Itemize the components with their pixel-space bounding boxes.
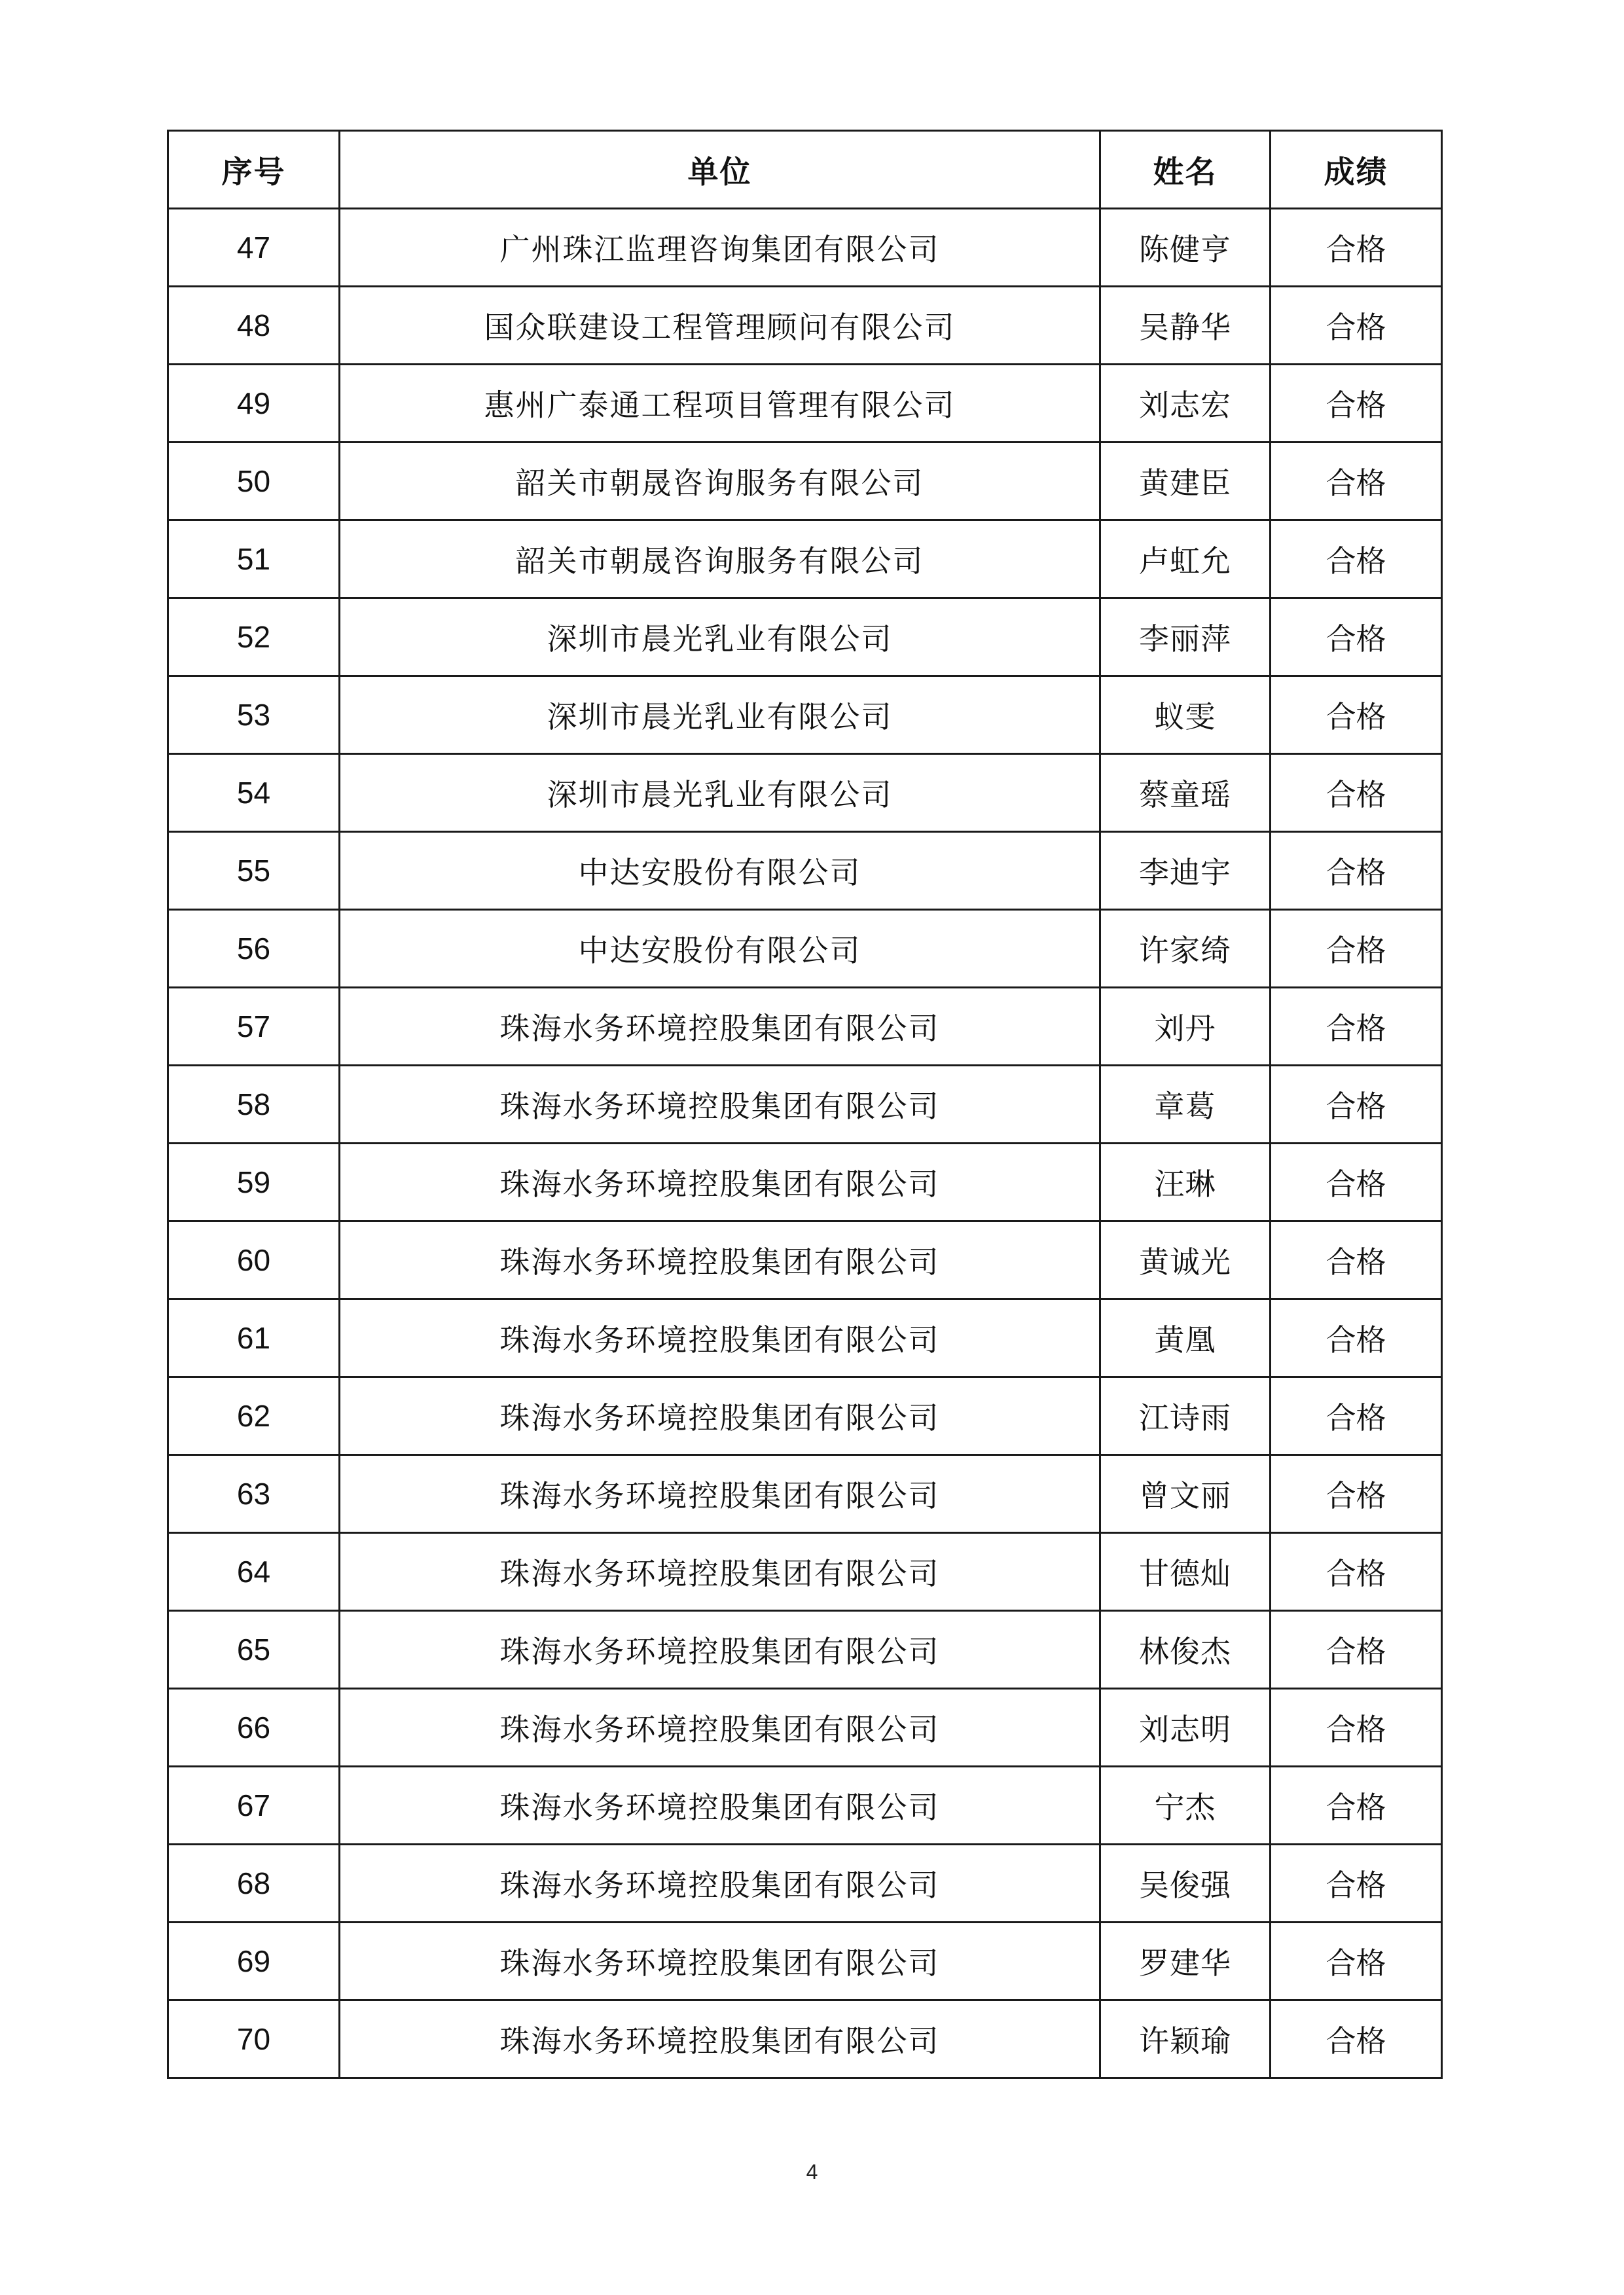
header-name: 姓名 <box>1100 131 1271 209</box>
row-grade-cell: 合格 <box>1271 1689 1442 1767</box>
row-name-cell: 吴静华 <box>1100 287 1271 365</box>
row-unit-cell: 珠海水务环境控股集团有限公司 <box>340 1767 1100 1845</box>
table-row <box>168 1221 1442 1299</box>
header-number: 序号 <box>168 131 340 209</box>
row-number-cell: 61 <box>168 1299 340 1377</box>
table-row <box>168 598 1442 676</box>
row-unit-cell: 深圳市晨光乳业有限公司 <box>340 754 1100 832</box>
row-unit-cell: 惠州广泰通工程项目管理有限公司 <box>340 365 1100 443</box>
row-name-cell: 曾文丽 <box>1100 1455 1271 1533</box>
row-grade-cell: 合格 <box>1271 520 1442 598</box>
table-row <box>168 1689 1442 1767</box>
table-row <box>168 365 1442 443</box>
row-number-cell: 54 <box>168 754 340 832</box>
row-unit-cell: 国众联建设工程管理顾问有限公司 <box>340 287 1100 365</box>
row-name-cell: 江诗雨 <box>1100 1377 1271 1455</box>
table-row <box>168 2000 1442 2078</box>
row-name-cell: 李迪宇 <box>1100 832 1271 910</box>
row-unit-cell: 珠海水务环境控股集团有限公司 <box>340 1066 1100 1144</box>
table-row <box>168 1767 1442 1845</box>
row-number-cell: 55 <box>168 832 340 910</box>
table-row <box>168 1066 1442 1144</box>
row-grade-cell: 合格 <box>1271 1767 1442 1845</box>
row-grade-cell: 合格 <box>1271 1611 1442 1689</box>
table-row <box>168 287 1442 365</box>
results-table <box>167 130 1443 2079</box>
table-row <box>168 209 1442 287</box>
row-grade-cell: 合格 <box>1271 1144 1442 1221</box>
row-grade-cell: 合格 <box>1271 1066 1442 1144</box>
table-row <box>168 1144 1442 1221</box>
row-name-cell: 卢虹允 <box>1100 520 1271 598</box>
row-grade-cell: 合格 <box>1271 832 1442 910</box>
row-grade-cell: 合格 <box>1271 1845 1442 1923</box>
row-unit-cell: 深圳市晨光乳业有限公司 <box>340 676 1100 754</box>
row-unit-cell: 广州珠江监理咨询集团有限公司 <box>340 209 1100 287</box>
row-unit-cell: 珠海水务环境控股集团有限公司 <box>340 1689 1100 1767</box>
row-grade-cell: 合格 <box>1271 1923 1442 2000</box>
table-row <box>168 1845 1442 1923</box>
row-grade-cell: 合格 <box>1271 676 1442 754</box>
table-row <box>168 443 1442 520</box>
header-unit: 单位 <box>340 131 1100 209</box>
row-grade-cell: 合格 <box>1271 598 1442 676</box>
row-unit-cell: 珠海水务环境控股集团有限公司 <box>340 1611 1100 1689</box>
header-grade: 成绩 <box>1271 131 1442 209</box>
row-unit-cell: 珠海水务环境控股集团有限公司 <box>340 1144 1100 1221</box>
table-row <box>168 754 1442 832</box>
row-number-cell: 51 <box>168 520 340 598</box>
row-number-cell: 70 <box>168 2000 340 2078</box>
row-number-cell: 57 <box>168 988 340 1066</box>
row-number-cell: 67 <box>168 1767 340 1845</box>
row-unit-cell: 珠海水务环境控股集团有限公司 <box>340 2000 1100 2078</box>
row-name-cell: 章葛 <box>1100 1066 1271 1144</box>
row-unit-cell: 珠海水务环境控股集团有限公司 <box>340 988 1100 1066</box>
row-grade-cell: 合格 <box>1271 754 1442 832</box>
row-grade-cell: 合格 <box>1271 287 1442 365</box>
table-row <box>168 1377 1442 1455</box>
table-header <box>168 131 1442 209</box>
row-grade-cell: 合格 <box>1271 910 1442 988</box>
row-grade-cell: 合格 <box>1271 1533 1442 1611</box>
row-grade-cell: 合格 <box>1271 1299 1442 1377</box>
row-unit-cell: 珠海水务环境控股集团有限公司 <box>340 1299 1100 1377</box>
row-name-cell: 黄诚光 <box>1100 1221 1271 1299</box>
table-row <box>168 832 1442 910</box>
row-unit-cell: 韶关市朝晟咨询服务有限公司 <box>340 443 1100 520</box>
table-row <box>168 1299 1442 1377</box>
row-name-cell: 黄建臣 <box>1100 443 1271 520</box>
row-number-cell: 64 <box>168 1533 340 1611</box>
row-name-cell: 刘丹 <box>1100 988 1271 1066</box>
row-name-cell: 许家绮 <box>1100 910 1271 988</box>
row-name-cell: 陈健亨 <box>1100 209 1271 287</box>
row-number-cell: 52 <box>168 598 340 676</box>
table-row <box>168 1455 1442 1533</box>
row-unit-cell: 珠海水务环境控股集团有限公司 <box>340 1533 1100 1611</box>
row-number-cell: 58 <box>168 1066 340 1144</box>
row-name-cell: 李丽萍 <box>1100 598 1271 676</box>
row-grade-cell: 合格 <box>1271 365 1442 443</box>
row-grade-cell: 合格 <box>1271 1221 1442 1299</box>
row-unit-cell: 珠海水务环境控股集团有限公司 <box>340 1377 1100 1455</box>
row-number-cell: 47 <box>168 209 340 287</box>
row-name-cell: 蚁雯 <box>1100 676 1271 754</box>
row-number-cell: 62 <box>168 1377 340 1455</box>
row-name-cell: 罗建华 <box>1100 1923 1271 2000</box>
row-unit-cell: 珠海水务环境控股集团有限公司 <box>340 1923 1100 2000</box>
table-row <box>168 676 1442 754</box>
row-number-cell: 56 <box>168 910 340 988</box>
row-name-cell: 黄凰 <box>1100 1299 1271 1377</box>
table-row <box>168 910 1442 988</box>
row-number-cell: 53 <box>168 676 340 754</box>
row-number-cell: 50 <box>168 443 340 520</box>
row-grade-cell: 合格 <box>1271 443 1442 520</box>
row-name-cell: 刘志宏 <box>1100 365 1271 443</box>
row-unit-cell: 深圳市晨光乳业有限公司 <box>340 598 1100 676</box>
table-body <box>168 209 1442 2078</box>
row-unit-cell: 珠海水务环境控股集团有限公司 <box>340 1455 1100 1533</box>
table-row <box>168 1611 1442 1689</box>
row-name-cell: 许颖瑜 <box>1100 2000 1271 2078</box>
row-number-cell: 68 <box>168 1845 340 1923</box>
row-name-cell: 吴俊强 <box>1100 1845 1271 1923</box>
table-row <box>168 1923 1442 2000</box>
row-grade-cell: 合格 <box>1271 1455 1442 1533</box>
row-name-cell: 宁杰 <box>1100 1767 1271 1845</box>
header-row <box>168 131 1442 209</box>
row-unit-cell: 中达安股份有限公司 <box>340 910 1100 988</box>
row-number-cell: 49 <box>168 365 340 443</box>
row-number-cell: 60 <box>168 1221 340 1299</box>
row-grade-cell: 合格 <box>1271 209 1442 287</box>
row-number-cell: 69 <box>168 1923 340 2000</box>
page-number: 4 <box>806 2160 818 2184</box>
row-number-cell: 63 <box>168 1455 340 1533</box>
row-name-cell: 汪琳 <box>1100 1144 1271 1221</box>
row-grade-cell: 合格 <box>1271 988 1442 1066</box>
row-number-cell: 65 <box>168 1611 340 1689</box>
table-row <box>168 520 1442 598</box>
row-grade-cell: 合格 <box>1271 1377 1442 1455</box>
row-name-cell: 蔡童瑶 <box>1100 754 1271 832</box>
row-unit-cell: 珠海水务环境控股集团有限公司 <box>340 1845 1100 1923</box>
row-unit-cell: 珠海水务环境控股集团有限公司 <box>340 1221 1100 1299</box>
row-name-cell: 刘志明 <box>1100 1689 1271 1767</box>
row-name-cell: 甘德灿 <box>1100 1533 1271 1611</box>
row-name-cell: 林俊杰 <box>1100 1611 1271 1689</box>
row-unit-cell: 韶关市朝晟咨询服务有限公司 <box>340 520 1100 598</box>
row-number-cell: 59 <box>168 1144 340 1221</box>
table-row <box>168 1533 1442 1611</box>
row-number-cell: 48 <box>168 287 340 365</box>
row-number-cell: 66 <box>168 1689 340 1767</box>
table-row <box>168 988 1442 1066</box>
row-unit-cell: 中达安股份有限公司 <box>340 832 1100 910</box>
row-grade-cell: 合格 <box>1271 2000 1442 2078</box>
